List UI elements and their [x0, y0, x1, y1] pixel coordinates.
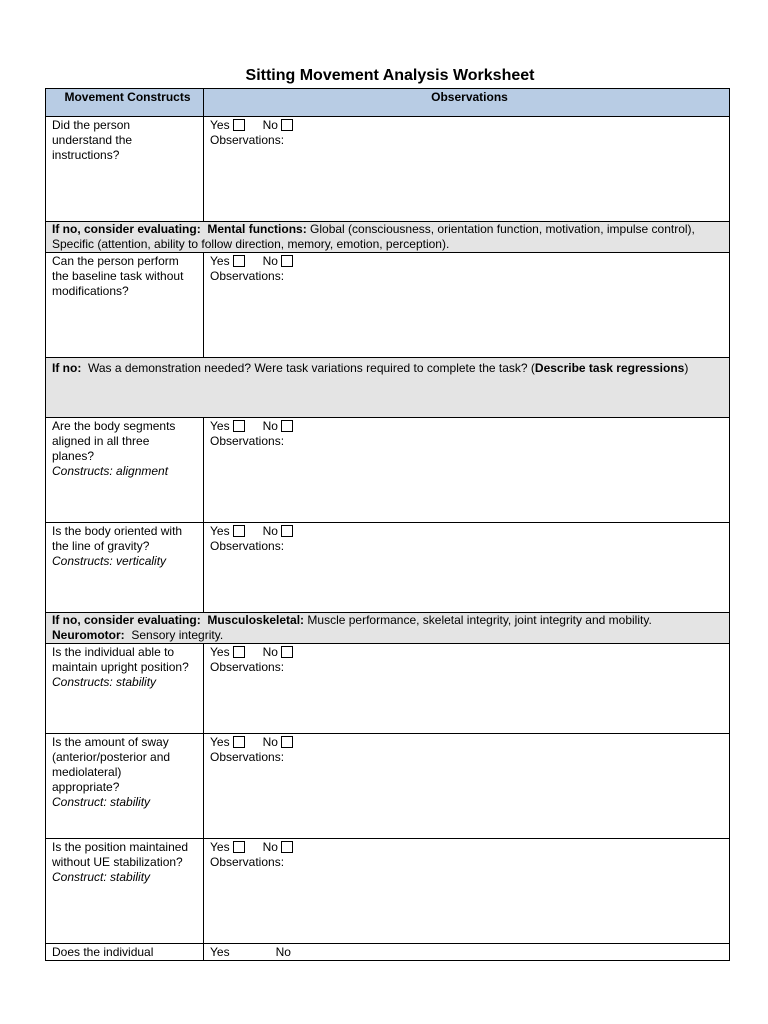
- no-label: No: [275, 945, 291, 959]
- yes-checkbox[interactable]: [233, 525, 245, 537]
- no-label: No: [262, 735, 278, 749]
- question-line: Is the position maintained: [52, 840, 189, 854]
- yes-label: Yes: [210, 254, 230, 268]
- guidance-cell: [46, 613, 730, 644]
- guidance-bold: Musculoskeletal:: [207, 613, 305, 627]
- observation-cell[interactable]: [204, 418, 730, 523]
- no-checkbox[interactable]: [281, 119, 293, 131]
- observation-cell[interactable]: [204, 117, 730, 222]
- guidance-bold: Mental functions:: [207, 222, 307, 236]
- question-row: [46, 944, 730, 961]
- no-checkbox[interactable]: [281, 736, 293, 748]
- yes-checkbox[interactable]: [233, 420, 245, 432]
- no-label: No: [262, 118, 278, 132]
- question-row: [46, 253, 730, 358]
- observation-cell[interactable]: [204, 944, 730, 961]
- construct-label: Construct: stability: [52, 870, 151, 884]
- no-label: No: [262, 840, 278, 854]
- question-line: Is the amount of sway: [52, 735, 169, 749]
- question-line: aligned in all three: [52, 434, 150, 448]
- question-line: Did the person: [52, 118, 131, 132]
- guidance-text-2: Sensory integrity.: [131, 628, 224, 642]
- guidance-lead: If no, consider evaluating:: [52, 222, 201, 236]
- header-observations: Observations: [204, 89, 730, 117]
- observations-label: Observations:: [210, 750, 285, 764]
- yes-checkbox[interactable]: [233, 736, 245, 748]
- question-cell: [46, 734, 204, 839]
- guidance-cell: [46, 222, 730, 253]
- question-line: understand the: [52, 133, 133, 147]
- yes-label: Yes: [210, 735, 230, 749]
- observations-label: Observations:: [210, 539, 285, 553]
- no-checkbox[interactable]: [281, 255, 293, 267]
- yes-label: Yes: [210, 524, 230, 538]
- yes-label: Yes: [210, 118, 230, 132]
- question-line: planes?: [52, 449, 95, 463]
- question-row: [46, 523, 730, 613]
- guidance-bold-2: Neuromotor:: [52, 628, 125, 642]
- question-cell: [46, 117, 204, 222]
- question-line: the line of gravity?: [52, 539, 150, 553]
- yes-checkbox[interactable]: [233, 255, 245, 267]
- no-checkbox[interactable]: [281, 646, 293, 658]
- no-checkbox[interactable]: [281, 841, 293, 853]
- question-line: the baseline task without: [52, 269, 184, 283]
- question-line: Can the person perform: [52, 254, 179, 268]
- question-line: appropriate?: [52, 780, 120, 794]
- construct-label: Constructs: alignment: [52, 464, 169, 478]
- question-line: without UE stabilization?: [52, 855, 183, 869]
- yes-checkbox[interactable]: [233, 646, 245, 658]
- guidance-row: [46, 358, 730, 418]
- header-movement-constructs: Movement Constructs: [46, 89, 204, 117]
- question-row: [46, 644, 730, 734]
- question-row: [46, 734, 730, 839]
- guidance-lead: If no:: [52, 361, 82, 375]
- yes-checkbox[interactable]: [233, 841, 245, 853]
- observation-cell[interactable]: [204, 734, 730, 839]
- no-label: No: [262, 524, 278, 538]
- question-line: instructions?: [52, 148, 120, 162]
- guidance-text: Was a demonstration needed? Were task variations required to complete the task? (: [88, 361, 535, 375]
- header-row: [46, 89, 730, 117]
- question-row: [46, 418, 730, 523]
- question-line: maintain upright position?: [52, 660, 189, 674]
- observation-cell[interactable]: [204, 644, 730, 734]
- worksheet-title: Sitting Movement Analysis Worksheet: [245, 67, 535, 84]
- question-line: Does the individual: [52, 945, 154, 959]
- observation-cell[interactable]: [204, 253, 730, 358]
- guidance-text: Global (consciousness, orientation function, motivation, impulse control), Specific (attention, ability to follow direction, memory, emotion, perception).: [52, 222, 695, 251]
- question-line: mediolateral): [52, 765, 122, 779]
- yes-label: Yes: [210, 945, 230, 959]
- yes-label: Yes: [210, 645, 230, 659]
- observations-label: Observations:: [210, 133, 285, 147]
- question-line: Is the individual able to: [52, 645, 175, 659]
- worksheet-table: [45, 88, 730, 961]
- yes-checkbox[interactable]: [233, 119, 245, 131]
- question-cell: [46, 944, 204, 961]
- no-label: No: [262, 254, 278, 268]
- question-cell: [46, 253, 204, 358]
- question-line: (anterior/posterior and: [52, 750, 171, 764]
- observations-label: Observations:: [210, 269, 285, 283]
- yes-label: Yes: [210, 419, 230, 433]
- construct-label: Constructs: verticality: [52, 554, 167, 568]
- question-line: Are the body segments: [52, 419, 176, 433]
- question-cell: [46, 418, 204, 523]
- observation-cell[interactable]: [204, 523, 730, 613]
- guidance-lead: If no, consider evaluating:: [52, 613, 201, 627]
- guidance-close: ): [684, 361, 689, 375]
- guidance-row: [46, 222, 730, 253]
- guidance-cell: [46, 358, 730, 418]
- no-label: No: [262, 645, 278, 659]
- guidance-row: [46, 613, 730, 644]
- observation-cell[interactable]: [204, 839, 730, 944]
- observations-label: Observations:: [210, 434, 285, 448]
- no-label: No: [262, 419, 278, 433]
- construct-label: Constructs: stability: [52, 675, 157, 689]
- guidance-bold: Describe task regressions: [534, 361, 685, 375]
- question-row: [46, 839, 730, 944]
- question-line: Is the body oriented with: [52, 524, 183, 538]
- question-line: modifications?: [52, 284, 129, 298]
- question-row: [46, 117, 730, 222]
- question-cell: [46, 523, 204, 613]
- observations-label: Observations:: [210, 660, 285, 674]
- yes-label: Yes: [210, 840, 230, 854]
- guidance-text: Muscle performance, skeletal integrity, joint integrity and mobility.: [307, 613, 652, 627]
- no-checkbox[interactable]: [281, 420, 293, 432]
- question-cell: [46, 644, 204, 734]
- no-checkbox[interactable]: [281, 525, 293, 537]
- observations-label: Observations:: [210, 855, 285, 869]
- construct-label: Construct: stability: [52, 795, 151, 809]
- question-cell: [46, 839, 204, 944]
